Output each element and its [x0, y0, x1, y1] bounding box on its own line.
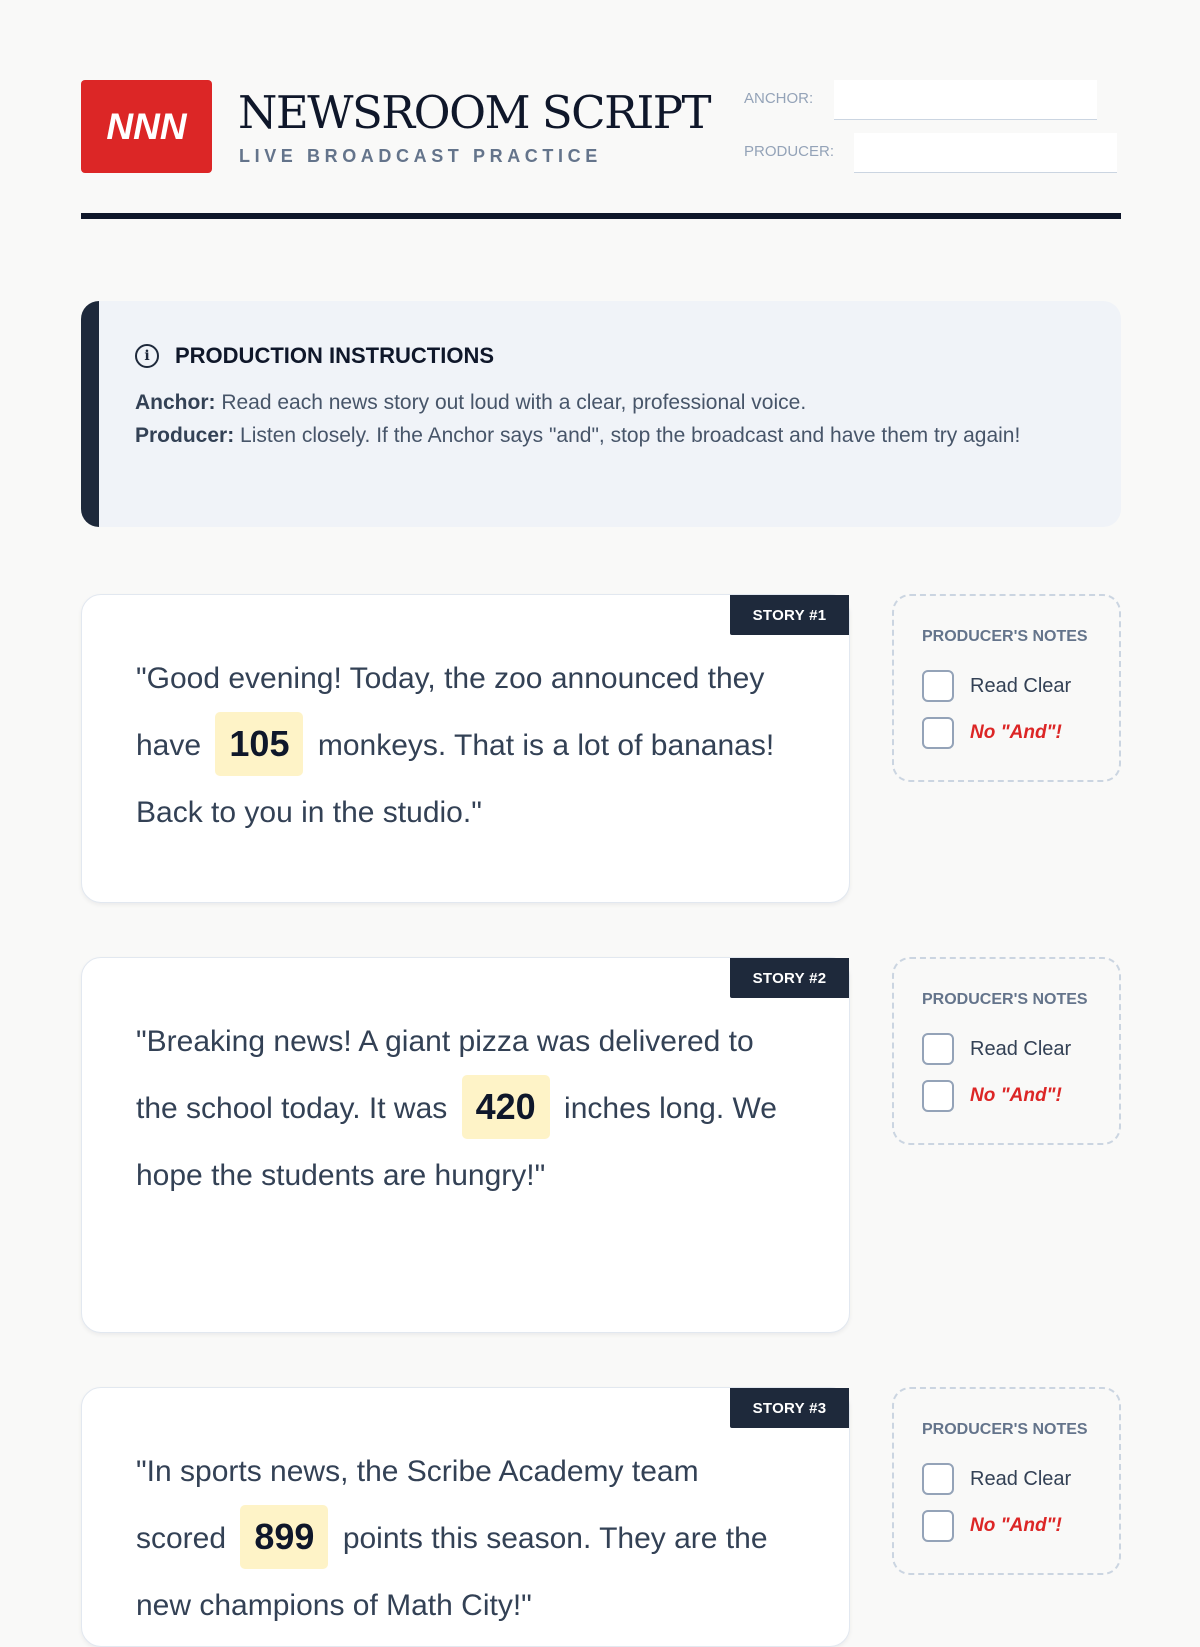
- read-clear-checkbox[interactable]: [922, 670, 954, 702]
- story-text-before: "Breaking news! A giant pizza was delivered to the school today. It was: [136, 1025, 754, 1125]
- anchor-instruction: [135, 386, 1083, 419]
- info-icon: i: [135, 344, 159, 368]
- story-tag: STORY #3: [730, 1388, 849, 1428]
- story-card-2: [81, 957, 850, 1333]
- story-text: [136, 645, 786, 846]
- no-and-label: No "And"!: [970, 1515, 1062, 1536]
- producer-instruction-text: Listen closely. If the Anchor says "and", stop the broadcast and have them try again!: [234, 424, 1021, 447]
- no-and-row[interactable]: [922, 1510, 1062, 1542]
- story-text-before: "In sports news, the Scribe Academy team scored: [136, 1455, 699, 1555]
- anchor-name-input[interactable]: [834, 80, 1097, 120]
- producer-label: PRODUCER:: [744, 143, 835, 160]
- no-and-row[interactable]: [922, 717, 1062, 749]
- story-card-3: [81, 1387, 850, 1647]
- no-and-checkbox[interactable]: [922, 717, 954, 749]
- producer-instruction-label: Producer:: [135, 424, 235, 447]
- story-number: 899: [240, 1505, 328, 1569]
- read-clear-label: Read Clear: [970, 1467, 1072, 1490]
- story-text-after: inches long. We hope the students are hungry!": [136, 1092, 777, 1192]
- instructions-heading: PRODUCTION INSTRUCTIONS: [175, 343, 494, 368]
- no-and-row[interactable]: [922, 1080, 1062, 1112]
- story-number: 105: [215, 712, 303, 776]
- header-divider: [81, 213, 1121, 219]
- read-clear-row[interactable]: [922, 670, 1071, 702]
- logo: NNN: [81, 80, 212, 173]
- read-clear-checkbox[interactable]: [922, 1463, 954, 1495]
- producer-instruction: [135, 419, 1083, 452]
- no-and-label: No "And"!: [970, 1085, 1062, 1106]
- story-number: 420: [462, 1075, 550, 1139]
- story-text: [136, 1438, 786, 1639]
- anchor-label: ANCHOR:: [744, 90, 814, 107]
- story-text: [136, 1008, 786, 1209]
- page-subtitle: LIVE BROADCAST PRACTICE: [239, 146, 602, 166]
- no-and-label: No "And"!: [970, 722, 1062, 743]
- notes-title: PRODUCER'S NOTES: [922, 991, 1088, 1008]
- read-clear-label: Read Clear: [970, 1037, 1072, 1060]
- story-text-after: points this season. They are the new champions of Math City!": [136, 1522, 768, 1622]
- producer-notes-1: [892, 594, 1121, 782]
- production-instructions: [81, 301, 1121, 527]
- anchor-instruction-label: Anchor:: [135, 391, 216, 414]
- no-and-checkbox[interactable]: [922, 1080, 954, 1112]
- story-text-before: "Good evening! Today, the zoo announced they have: [136, 662, 765, 762]
- producer-notes-2: [892, 957, 1121, 1145]
- story-card-1: [81, 594, 850, 903]
- read-clear-label: Read Clear: [970, 674, 1072, 697]
- read-clear-checkbox[interactable]: [922, 1033, 954, 1065]
- page-title: NEWSROOM SCRIPT: [238, 86, 711, 139]
- story-tag: STORY #1: [730, 595, 849, 635]
- producer-name-input[interactable]: [854, 133, 1117, 173]
- story-tag: STORY #2: [730, 958, 849, 998]
- story-text-after: monkeys. That is a lot of bananas! Back to you in the studio.": [136, 729, 775, 829]
- notes-title: PRODUCER'S NOTES: [922, 1421, 1088, 1438]
- read-clear-row[interactable]: [922, 1463, 1071, 1495]
- producer-notes-3: [892, 1387, 1121, 1575]
- no-and-checkbox[interactable]: [922, 1510, 954, 1542]
- notes-title: PRODUCER'S NOTES: [922, 628, 1088, 645]
- header: [81, 80, 1121, 220]
- read-clear-row[interactable]: [922, 1033, 1071, 1065]
- anchor-instruction-text: Read each news story out loud with a clear, professional voice.: [215, 391, 807, 414]
